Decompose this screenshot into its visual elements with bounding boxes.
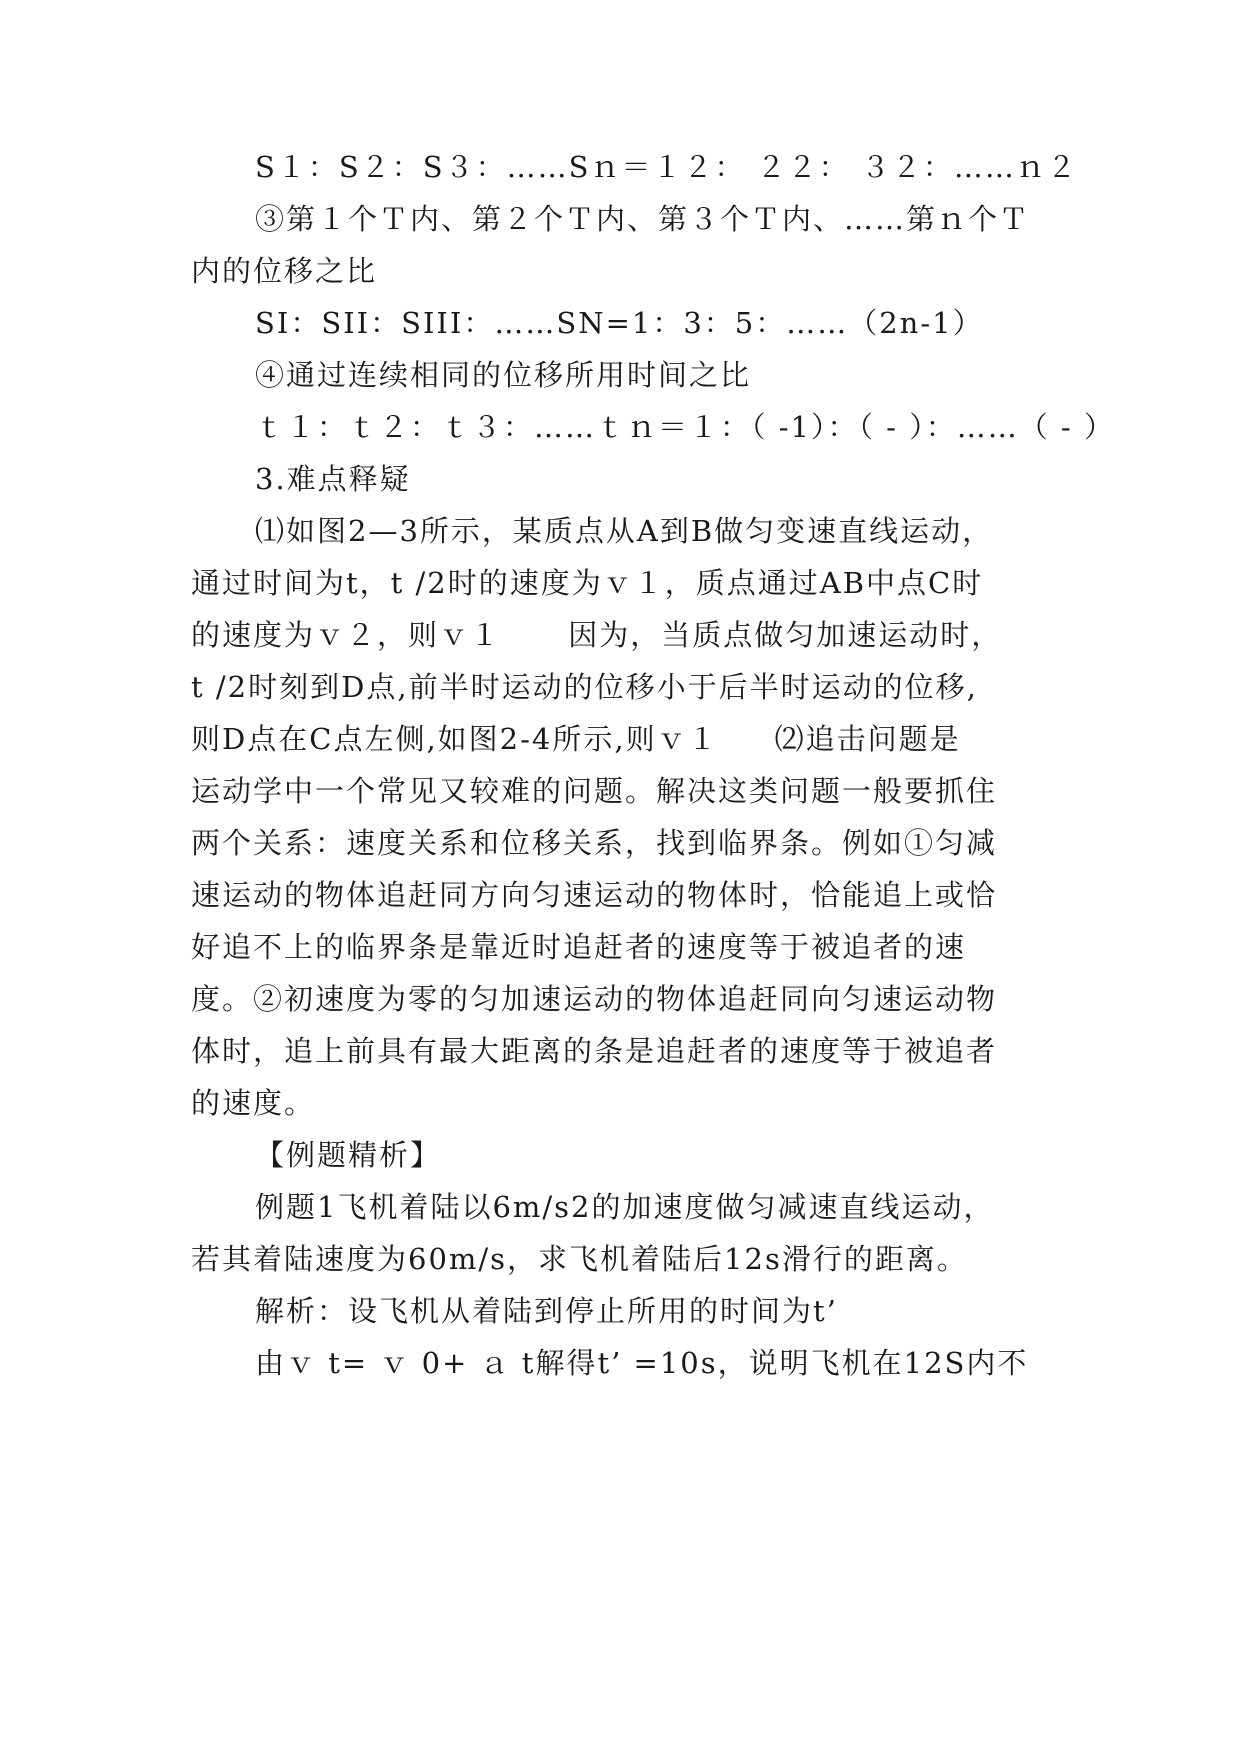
paragraph-line: 速运动的物体追赶同方向匀速运动的物体时，恰能追上或恰 bbox=[191, 878, 998, 912]
paragraph-line: 好追不上的临界条是靠近时追赶者的速度等于被追者的速 bbox=[191, 930, 967, 964]
formula-line-period-displacement-ratio: SI：SII：SIII：……SN=1：3：5：……（2n-1） bbox=[255, 306, 984, 340]
example-1-line: 例题1飞机着陆以6m/s2的加速度做匀减速直线运动， bbox=[255, 1190, 995, 1224]
paragraph-line: t /2时刻到D点,前半时运动的位移小于后半时运动的位移, bbox=[191, 670, 978, 704]
solution-line: 解析：设飞机从着陆到停止所用的时间为t’ bbox=[255, 1294, 838, 1328]
paragraph-line: ⑴如图2—3所示，某质点从A到B做匀变速直线运动， bbox=[255, 514, 994, 548]
paragraph-line: 运动学中一个常见又较难的问题。解决这类问题一般要抓住 bbox=[191, 774, 998, 808]
paragraph-line: 的速度为ｖ２，则ｖ１ 因为，当质点做匀加速运动时， bbox=[191, 618, 1003, 652]
section-heading-difficulties: 3.难点释疑 bbox=[255, 462, 411, 496]
formula-line-displacement-ratio: S１：S２：S３：……Sｎ＝１２： ２２： ３２：……ｎ２ bbox=[255, 150, 1078, 184]
solution-line: 由ｖ t= ｖ 0+ ａ t解得t’ =10s，说明飞机在12S内不 bbox=[255, 1346, 1029, 1380]
paragraph-line: 度。②初速度为零的匀加速运动的物体追赶同向匀速运动物 bbox=[191, 982, 998, 1016]
item-3-heading: ③第１个Ｔ内、第２个Ｔ内、第３个Ｔ内、……第ｎ个Ｔ bbox=[255, 202, 1031, 236]
paragraph-line: 通过时间为t，t /2时的速度为ｖ１，质点通过AB中点C时 bbox=[191, 566, 984, 600]
paragraph-line: 体时，追上前具有最大距离的条是追赶者的速度等于被追者 bbox=[191, 1034, 998, 1068]
example-1-line: 若其着陆速度为60m/s，求飞机着陆后12s滑行的距离。 bbox=[191, 1242, 968, 1276]
paragraph-line: 两个关系：速度关系和位移关系，找到临界条。例如①匀减 bbox=[191, 826, 998, 860]
item-3-heading-continued: 内的位移之比 bbox=[191, 254, 378, 288]
item-4-heading: ④通过连续相同的位移所用时间之比 bbox=[255, 358, 752, 392]
paragraph-line: 的速度。 bbox=[191, 1086, 316, 1120]
section-heading-example-analysis: 【例题精析】 bbox=[255, 1138, 442, 1172]
formula-line-time-ratio: ｔ１：ｔ２：ｔ３：……ｔｎ＝１：（ -1）：（ - ）：……（ - ） bbox=[255, 410, 1115, 444]
paragraph-line: 则D点在C点左侧,如图2-4所示,则ｖ１ ⑵追击问题是 bbox=[191, 722, 961, 756]
